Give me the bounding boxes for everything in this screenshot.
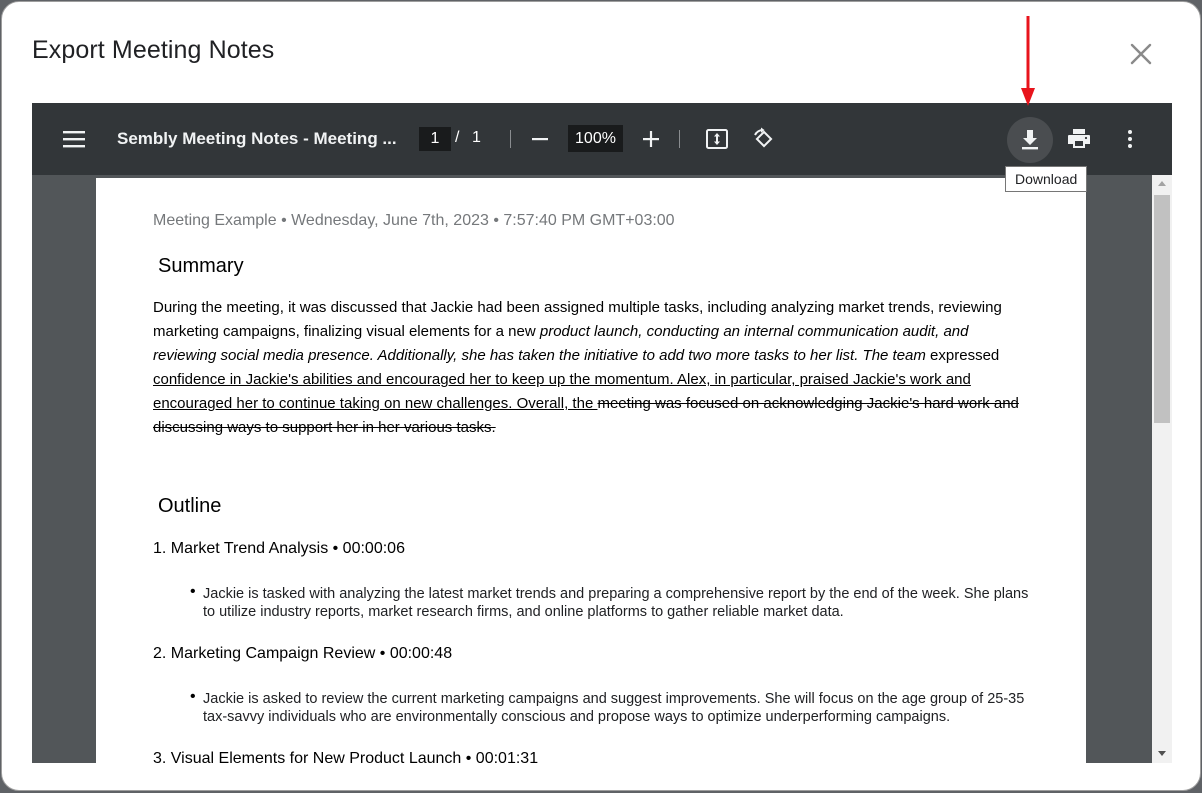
close-button[interactable] [1127, 40, 1155, 68]
bullet: • [190, 583, 196, 600]
pdf-toolbar [32, 103, 1172, 175]
summary-plain-2: expressed [925, 347, 1000, 364]
scroll-up-button[interactable] [1152, 175, 1172, 193]
scroll-down-icon [1152, 743, 1172, 763]
download-icon [1007, 117, 1053, 163]
summary-plain: During the meeting, it was discussed that Jackie had been assigned multiple tasks, including analyzing market trends, reviewing marketing campaigns, finalizing visual elements for a new [153, 299, 1002, 340]
document-title: Sembly Meeting Notes - Meeting ... [117, 129, 397, 148]
zoom-out-button[interactable] [529, 128, 551, 150]
zoom-level-input[interactable]: 100% [568, 125, 623, 152]
summary-text [153, 296, 1033, 440]
outline-item-text: Jackie is tasked with analyzing the latest market trends and preparing a comprehensive report by the end of the week. She plans to utilize industry reports, market research firms, and online platforms to gather reliable market data. [203, 586, 1029, 620]
download-tooltip: Download [1005, 166, 1087, 192]
zoom-in-icon [642, 130, 660, 148]
toolbar-divider [510, 130, 511, 148]
outline-item-title: 2. Marketing Campaign Review • 00:00:48 [153, 645, 453, 662]
page-separator: / [455, 129, 460, 146]
rotate-button[interactable] [749, 125, 777, 153]
outline-heading: Outline [158, 495, 222, 517]
more-options-button[interactable] [1120, 127, 1140, 151]
toolbar-divider [679, 130, 680, 148]
scrollbar-thumb[interactable] [1154, 195, 1170, 423]
zoom-out-icon [531, 130, 549, 148]
summary-heading: Summary [158, 255, 244, 277]
fit-page-button[interactable] [704, 127, 730, 151]
menu-icon [63, 130, 85, 148]
scroll-up-icon [1152, 175, 1172, 193]
close-icon [1127, 40, 1155, 68]
page-number-input[interactable]: 1 [419, 127, 451, 151]
outline-item-text: Jackie is asked to review the current marketing campaigns and suggest improvements. She will focus on the age group of 25-35 tax-savvy individuals who are environmentally conscious and propose ways to optimize underperforming campaigns. [203, 691, 1025, 725]
meeting-meta: Meeting Example • Wednesday, June 7th, 2023 • 7:57:40 PM GMT+03:00 [153, 212, 675, 229]
outline-item-title: 1. Market Trend Analysis • 00:00:06 [153, 540, 405, 557]
dialog-title: Export Meeting Notes [32, 36, 275, 64]
summary-strikethrough: meeting was focused on acknowledging Jackie's hard work and discussing ways to support her in her various tasks. [153, 395, 1019, 436]
page-total: 1 [472, 129, 481, 146]
menu-button[interactable] [60, 127, 88, 151]
scroll-down-button[interactable] [1152, 743, 1172, 763]
bullet: • [190, 688, 196, 705]
pdf-page [96, 178, 1086, 763]
rotate-icon [751, 127, 775, 151]
zoom-in-button[interactable] [640, 128, 662, 150]
summary-underline: confidence in Jackie's abilities and encouraged her to keep up the momentum. Alex, in particular, praised Jackie's work and encouraged her to continue taking on new challenges. Overall, the [153, 371, 971, 412]
vertical-scrollbar[interactable] [1152, 175, 1172, 763]
outline-item-title: 3. Visual Elements for New Product Launch • 00:01:31 [153, 750, 539, 763]
red-arrow-annotation [1020, 16, 1036, 108]
summary-italic: product launch, conducting an internal communication audit, and reviewing social media presence. Additionally, she has taken the initiative to add two more tasks to her list. The team [153, 323, 969, 364]
print-icon [1067, 128, 1091, 150]
export-dialog [1, 1, 1201, 791]
download-button[interactable] [1007, 117, 1053, 163]
fit-page-icon [705, 128, 729, 150]
pdf-viewer [32, 103, 1172, 763]
print-button[interactable] [1066, 127, 1092, 151]
more-options-icon [1127, 129, 1133, 149]
